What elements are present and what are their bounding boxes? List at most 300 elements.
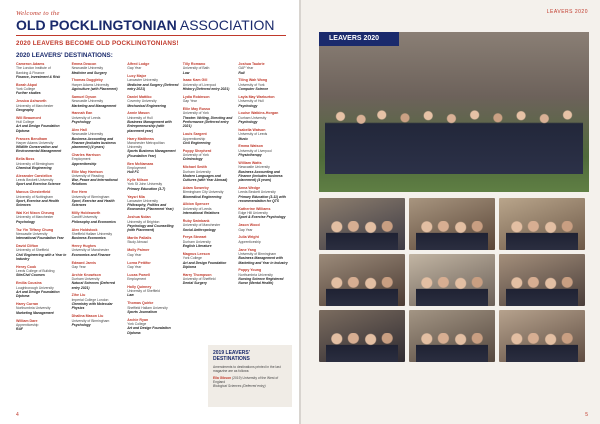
destination-entry bbox=[16, 319, 68, 332]
destination-institution: Leeds Beckett University bbox=[16, 178, 54, 183]
student-name: Jane Yang bbox=[238, 247, 257, 252]
destination-entry bbox=[183, 219, 235, 232]
destination-course: RAF bbox=[16, 327, 23, 332]
destination-course: Civil Engineering bbox=[182, 140, 211, 145]
destination-entry bbox=[238, 111, 290, 124]
destination-institution: Durham University bbox=[182, 239, 211, 244]
destination-institution: Gap Year bbox=[127, 252, 142, 257]
destination-entry bbox=[183, 235, 235, 248]
destination-entry bbox=[127, 285, 179, 298]
destination-institution: University of Birmingham bbox=[71, 318, 110, 323]
destination-entry bbox=[72, 261, 124, 270]
destination-institution: Apprenticeship bbox=[16, 322, 39, 327]
destination-institution: University of Hull bbox=[238, 99, 264, 104]
destination-entry bbox=[127, 74, 179, 91]
destination-institution: University of Sheffield bbox=[182, 277, 216, 281]
box-item-name: Ella Gibson bbox=[213, 376, 232, 381]
student-name: Michael Smith bbox=[182, 165, 207, 170]
destination-course: International Relations bbox=[182, 211, 220, 216]
destination-entry bbox=[183, 107, 235, 128]
destination-institution: University of Manchester bbox=[71, 248, 109, 253]
destination-institution: Leeds Beckett University bbox=[238, 190, 276, 195]
destination-institution: Study Abroad bbox=[127, 240, 148, 245]
grid-photo bbox=[409, 310, 495, 362]
student-name: Alex Holdstock bbox=[71, 227, 98, 232]
student-name: Archie Knowlson bbox=[71, 272, 101, 277]
destination-entry bbox=[72, 95, 124, 108]
destination-course: Business Economics bbox=[71, 236, 106, 241]
destination-course: Philosophy and Economics bbox=[71, 219, 116, 224]
destination-entry bbox=[127, 248, 179, 257]
destination-entry bbox=[127, 318, 179, 335]
grid-photo bbox=[319, 254, 405, 306]
destination-entry bbox=[238, 144, 290, 157]
destination-course: Law bbox=[127, 293, 134, 298]
student-name: Henry Cook bbox=[16, 264, 37, 269]
destination-entry bbox=[72, 314, 124, 327]
student-name: Holly Quinney bbox=[127, 284, 152, 289]
right-page bbox=[301, 0, 600, 424]
student-name: William Watts bbox=[238, 160, 262, 165]
previous-leavers-box bbox=[208, 345, 292, 407]
student-name: Daniel Mattiko bbox=[127, 94, 152, 99]
destination-institution: Newcastle University bbox=[71, 132, 104, 137]
destination-institution: The London Institute of bbox=[16, 66, 51, 71]
destination-institution: Durham University bbox=[182, 169, 211, 174]
destination-institution: Sheffield Hallam University bbox=[71, 231, 113, 236]
student-name: Milly Holdsworth bbox=[71, 211, 101, 216]
destinations-column bbox=[72, 62, 124, 339]
box-item-degree: Biological Sciences (Deferred entry) bbox=[213, 384, 266, 389]
destination-course: Site/Civil Courses bbox=[16, 273, 45, 278]
destination-entry bbox=[238, 95, 290, 108]
destination-entry bbox=[183, 62, 235, 75]
student-name: Martin Pallalis bbox=[127, 236, 152, 241]
destination-institution: Gap Year bbox=[238, 227, 253, 232]
grid-photo bbox=[319, 198, 405, 250]
destination-institution: University of Brighton bbox=[127, 219, 160, 224]
student-name: Harry Matthews bbox=[127, 136, 154, 141]
student-name: Lucas Powell bbox=[127, 272, 150, 277]
destination-institution: University of Manchester bbox=[16, 103, 54, 108]
student-name: Joshua Nolan bbox=[127, 215, 151, 220]
welcome-text: Welcome to the bbox=[16, 10, 60, 17]
destination-entry bbox=[127, 261, 179, 270]
running-head: LEAVERS 2020 bbox=[546, 9, 588, 15]
student-name: Frances Bendham bbox=[16, 136, 48, 141]
student-name: Freya Stewart bbox=[182, 235, 207, 240]
destination-entry bbox=[183, 78, 235, 91]
destination-course: Marketing Management bbox=[16, 310, 54, 315]
destination-entry bbox=[127, 215, 179, 232]
destination-entry bbox=[16, 157, 68, 170]
destination-institution: Cardiff University bbox=[71, 215, 98, 220]
destination-course: Finance, Investment & Risk bbox=[16, 74, 61, 79]
destination-course: Psychology bbox=[238, 120, 258, 125]
destinations-columns bbox=[16, 62, 290, 339]
destination-course: Art and Design Foundation Diploma bbox=[16, 124, 60, 133]
student-name: Joshua Taubrie bbox=[238, 62, 265, 66]
student-name: Emilia Cousins bbox=[16, 281, 42, 286]
grid-photo bbox=[499, 198, 585, 250]
destinations-column bbox=[183, 62, 235, 339]
destination-institution: Lancaster University bbox=[127, 78, 158, 83]
student-name: Will Beaumont bbox=[16, 115, 41, 120]
destination-institution: University of Leeds bbox=[238, 132, 268, 137]
student-name: Albion Spencer bbox=[182, 202, 210, 207]
student-name: Cameron Adams bbox=[16, 62, 45, 66]
destination-institution: York College bbox=[127, 322, 147, 327]
destination-course: Art and Design Foundation Diploma bbox=[16, 289, 60, 299]
destination-institution: Apprenticeship bbox=[238, 239, 261, 244]
destination-institution: Leeds College of Building bbox=[16, 269, 55, 274]
destination-entry bbox=[16, 190, 68, 207]
destination-institution: University of Sheffield bbox=[127, 289, 160, 294]
destination-entry bbox=[72, 62, 124, 75]
destination-entry bbox=[238, 128, 290, 141]
destination-entry bbox=[183, 132, 235, 145]
destination-institution: Manchester Metropolitan University bbox=[127, 140, 165, 150]
destination-course: Civil Engineering with a Year in Industry bbox=[16, 252, 67, 261]
destination-course: History (Deferred entry 2021) bbox=[182, 87, 230, 92]
destination-entry bbox=[238, 78, 290, 91]
destination-entry bbox=[127, 162, 179, 175]
destination-institution: York College bbox=[16, 87, 36, 92]
destination-institution: Newcastle University bbox=[71, 66, 104, 71]
page-number-left: 4 bbox=[16, 412, 19, 418]
destination-course: Medicine and Surgery (Deferred entry 2021) bbox=[127, 82, 179, 92]
student-name: Alexander Carstellon bbox=[16, 173, 52, 178]
destination-course: Sport and Exercise Science bbox=[16, 182, 61, 187]
destination-course: Art and Design Foundation Diploma bbox=[127, 326, 171, 335]
destination-course: Economics and Finance bbox=[71, 252, 111, 257]
destination-entry bbox=[127, 273, 179, 282]
destination-institution: University of York bbox=[238, 82, 265, 87]
student-name: Thomas Quirke bbox=[127, 301, 154, 306]
destination-course: Apprenticeship bbox=[71, 161, 97, 166]
grid-photo bbox=[499, 254, 585, 306]
destination-entry bbox=[72, 273, 124, 290]
destination-course: Primary Education (3-7) bbox=[127, 186, 166, 191]
grid-photo bbox=[409, 198, 495, 250]
destination-course: Chemical Engineering bbox=[16, 165, 52, 170]
student-name: Thomas Duggleby bbox=[71, 78, 103, 83]
destination-institution: University of Hull bbox=[127, 115, 153, 120]
destination-course: Sport & Exercise Psychology bbox=[238, 215, 286, 220]
group-photo bbox=[319, 32, 589, 192]
destination-entry bbox=[238, 62, 290, 75]
student-name: Ellie May Harrison bbox=[71, 169, 103, 174]
destination-entry bbox=[16, 211, 68, 224]
destination-entry bbox=[72, 78, 124, 91]
destination-entry bbox=[238, 161, 290, 182]
destination-course: Philosophy, Politics and Economics (Placement Year) bbox=[127, 203, 174, 212]
destination-institution: Gap Year bbox=[182, 99, 197, 104]
student-name: Marcus Chesterfield bbox=[16, 190, 51, 195]
destination-institution: Employment bbox=[127, 165, 147, 170]
student-name: Alex Hall bbox=[71, 127, 87, 132]
destination-institution: Sheffield Hallam University bbox=[127, 305, 168, 310]
destinations-column bbox=[16, 62, 68, 339]
destination-course: Geography bbox=[16, 107, 34, 112]
destination-institution: Newcastle University bbox=[71, 99, 104, 104]
destination-entry bbox=[127, 195, 179, 212]
destination-entry bbox=[16, 83, 68, 96]
student-name: Molly Palmer bbox=[127, 248, 150, 253]
destination-course: Social Anthropology bbox=[182, 227, 216, 232]
destination-entry bbox=[183, 273, 235, 286]
student-name: Adam Sowerby bbox=[182, 185, 209, 190]
destination-institution: Birmingham City University bbox=[182, 190, 224, 195]
destination-course: War, Peace and International Relations bbox=[71, 178, 118, 187]
destination-institution: Northumbria University bbox=[238, 272, 273, 277]
destination-course: Agriculture (with Placement) bbox=[71, 87, 118, 92]
destination-course: Hull FC bbox=[127, 170, 140, 175]
destination-course: Business Accounting and Finance (includes business placement) (4 years) bbox=[238, 169, 283, 183]
box-title: 2019 LEAVERS' DESTINATIONS bbox=[213, 350, 250, 362]
destination-course: Criminology bbox=[182, 157, 203, 162]
destination-entry bbox=[72, 153, 124, 166]
grid-photo bbox=[409, 254, 495, 306]
student-name: Jason Wood bbox=[238, 223, 260, 228]
student-name: Ellie May Russo bbox=[182, 107, 211, 112]
destination-entry bbox=[16, 62, 68, 79]
destination-course: Theatre: Writing, Directing and Performance (Deferred entry 2021) bbox=[182, 115, 233, 129]
subtitle: 2020 LEAVERS BECOME OLD POCKLINGTONIANS! bbox=[16, 40, 179, 47]
student-name: Yaysri Mia bbox=[127, 194, 145, 199]
destinations-column bbox=[127, 62, 179, 339]
destination-institution: University of York bbox=[182, 111, 209, 116]
destination-institution: University of Birmingham bbox=[16, 161, 54, 166]
destination-detail: Banking & Finance bbox=[16, 70, 45, 75]
destination-entry bbox=[238, 207, 290, 220]
destination-institution: Hull College bbox=[16, 120, 35, 125]
destination-course: Chemistry with Molecular Physics bbox=[71, 302, 113, 311]
destination-course: Dental Surgery bbox=[182, 281, 207, 286]
destinations-column bbox=[238, 62, 290, 339]
destination-entry bbox=[238, 235, 290, 244]
destination-institution: University of Liverpool bbox=[238, 148, 272, 153]
student-name: Isaac Kam Gill bbox=[182, 78, 208, 83]
student-name: Poppy Shepherd bbox=[182, 148, 212, 153]
destination-institution: University of York bbox=[182, 153, 209, 158]
student-name: Eve Hern bbox=[71, 190, 88, 195]
title-bold: OLD POCKLINGTONIAN bbox=[16, 17, 177, 33]
student-name: Emma Watson bbox=[238, 144, 264, 149]
destination-entry bbox=[72, 128, 124, 149]
student-name: Kylie Milson bbox=[127, 178, 149, 183]
destination-entry bbox=[127, 178, 179, 191]
destination-entry bbox=[127, 236, 179, 245]
title-rule bbox=[16, 35, 286, 36]
photo-grid bbox=[319, 198, 589, 362]
student-name: Magnus Leeson bbox=[182, 251, 210, 256]
destination-institution: Edge Hill University bbox=[238, 211, 268, 216]
destination-course: Sport, Exercise and Health Sciences bbox=[16, 198, 59, 208]
destination-entry bbox=[16, 265, 68, 278]
destination-entry bbox=[16, 99, 68, 112]
destination-entry bbox=[183, 202, 235, 215]
destination-institution: University of Sheffield bbox=[16, 248, 49, 253]
destination-institution: University of Leeds bbox=[71, 115, 101, 120]
destination-entry bbox=[16, 137, 68, 154]
destination-course: Modern Languages and Cultures (with Year Abroad) bbox=[182, 173, 228, 183]
destination-entry bbox=[238, 268, 290, 285]
destination-institution: Harper Adams University bbox=[71, 82, 110, 87]
box-intro: Amendments to destinations printed in the last magazine are as follows: bbox=[213, 365, 281, 374]
student-name: Louis Sargent bbox=[182, 132, 207, 137]
student-name: Zihe Liu bbox=[71, 293, 86, 298]
destination-institution: Coventry University bbox=[127, 99, 157, 104]
destination-course: Business Accounting and Finance (includes business placement) (4 years) bbox=[71, 136, 116, 150]
destination-institution: Employment bbox=[71, 157, 91, 162]
destination-entry bbox=[238, 248, 290, 265]
destinations-heading: 2020 LEAVERS' DESTINATIONS: bbox=[16, 52, 113, 59]
destination-course: Further studies bbox=[16, 91, 41, 96]
destination-course: Mechanical Engineering bbox=[127, 103, 167, 108]
destination-institution: Newcastle University bbox=[16, 231, 48, 236]
destination-course: Nursing Science Registered Nurse (Mental Health) bbox=[238, 277, 284, 286]
grid-photo bbox=[319, 310, 405, 362]
destination-course: Computer Science bbox=[238, 87, 269, 92]
student-name: Tilly Romano bbox=[182, 62, 206, 66]
destination-course: Medicine and Surgery bbox=[71, 70, 107, 75]
destination-institution: Gap Year bbox=[71, 264, 86, 269]
student-name: David Clifton bbox=[16, 244, 39, 249]
student-name: Julia Wright bbox=[238, 235, 259, 240]
photo-label: LEAVERS 2020 bbox=[319, 32, 399, 46]
destination-institution: Northumbria University bbox=[16, 306, 51, 311]
destination-entry bbox=[183, 252, 235, 269]
destination-institution: Apprenticeship bbox=[182, 136, 206, 141]
association-title bbox=[16, 18, 290, 32]
destination-entry bbox=[16, 244, 68, 261]
destination-institution: Lancaster University bbox=[127, 198, 158, 203]
destination-entry bbox=[72, 190, 124, 207]
student-name: Alfred Lodge bbox=[127, 62, 150, 66]
destination-course: Primary Education (3-11) with recommendation for QTS bbox=[238, 194, 286, 203]
student-name: Tsz Yin Tiffany Chung bbox=[16, 227, 54, 232]
destination-entry bbox=[127, 301, 179, 314]
student-name: Jessica Ashworth bbox=[16, 99, 47, 104]
destination-institution: GAP Year bbox=[238, 66, 254, 71]
destination-course: Physiotherapy bbox=[238, 153, 262, 158]
destination-institution: University of Reading bbox=[71, 173, 104, 178]
student-name: Lydia Robinson bbox=[182, 94, 210, 99]
destination-entry bbox=[127, 95, 179, 108]
destination-institution: University of Leeds bbox=[182, 206, 212, 211]
destination-course: Business Management with Marketing and Year in Industry bbox=[238, 256, 288, 265]
destination-institution: Harper Adams University bbox=[16, 140, 54, 145]
student-name: Samuel Dyson bbox=[71, 94, 97, 99]
student-name: Harry Thompson bbox=[182, 272, 212, 277]
destination-institution: York College bbox=[182, 256, 202, 261]
destination-entry bbox=[72, 228, 124, 241]
destination-entry bbox=[72, 211, 124, 224]
destination-course: Psychology bbox=[71, 322, 91, 327]
destination-entry bbox=[127, 62, 179, 71]
student-name: Tiling Wah Wong bbox=[238, 78, 268, 83]
destination-course: Art and Design Foundation Diploma bbox=[182, 260, 227, 269]
title-light: ASSOCIATION bbox=[176, 17, 275, 33]
student-name: Layla May Warburton bbox=[238, 94, 275, 99]
destination-entry bbox=[16, 302, 68, 315]
destination-entry bbox=[127, 111, 179, 132]
destination-entry bbox=[72, 293, 124, 310]
student-name: Ben McNamara bbox=[127, 161, 154, 166]
destination-entry bbox=[127, 137, 179, 158]
student-name: William Dare bbox=[16, 318, 38, 323]
destination-entry bbox=[16, 228, 68, 241]
student-name: Hannah Ean bbox=[71, 111, 93, 116]
student-name: Harry Curran bbox=[16, 302, 39, 307]
destination-course: Marketing and Management bbox=[71, 103, 117, 108]
destination-entry bbox=[183, 95, 235, 104]
destination-institution: Newcastle University bbox=[238, 165, 270, 170]
destination-entry bbox=[72, 170, 124, 187]
destination-entry bbox=[16, 281, 68, 298]
destination-course: Natural Sciences (Deferred entry 2021) bbox=[71, 281, 115, 290]
student-name: Wai Kei Nixon Cheung bbox=[16, 211, 55, 216]
destination-course: Business Management with Entrepreneurship (with placement year) bbox=[127, 120, 172, 133]
box-item bbox=[213, 376, 287, 388]
destination-institution: University of Birmingham bbox=[238, 251, 277, 256]
destination-entry bbox=[16, 174, 68, 187]
student-name: Anna Wedge bbox=[238, 185, 261, 190]
student-name: Borah Akpol bbox=[16, 82, 38, 87]
destination-institution: University of Liverpool bbox=[182, 82, 217, 87]
student-name: Katherine Williams bbox=[238, 206, 271, 211]
destination-institution: University of Nottingham bbox=[16, 194, 53, 199]
grid-photo bbox=[499, 310, 585, 362]
destination-institution: Loughborough University bbox=[16, 285, 54, 290]
student-name: Bella Boss bbox=[16, 157, 35, 162]
crowd-figures bbox=[325, 102, 583, 174]
destination-institution: Imperial College London bbox=[71, 297, 109, 302]
destination-course: Law bbox=[182, 70, 190, 75]
destination-institution: Gap Year bbox=[127, 264, 142, 269]
page-number-right: 5 bbox=[585, 412, 588, 418]
box-item-text: (2019) University of the West of England bbox=[213, 376, 279, 385]
destination-entry bbox=[183, 165, 235, 182]
student-name: Ruby Swinbank bbox=[182, 218, 210, 223]
destination-institution: University of Bath bbox=[182, 66, 210, 71]
destination-institution: York St John University bbox=[127, 182, 163, 187]
student-name: Dhalina Mason Liu bbox=[71, 314, 104, 319]
destination-entry bbox=[183, 186, 235, 199]
destination-institution: Durham University bbox=[71, 277, 100, 281]
destination-institution: University of Birmingham bbox=[71, 194, 110, 199]
destination-entry bbox=[183, 149, 235, 162]
student-name: Edward Jarvis bbox=[71, 260, 96, 265]
student-name: Louise Watkins-Horgan bbox=[238, 111, 279, 116]
destination-course: Psychology and Counselling (with Placement) bbox=[127, 223, 174, 233]
destination-course: Sports Business Management (Foundation Year) bbox=[127, 149, 176, 158]
student-name: Annie Mason bbox=[127, 111, 150, 116]
destination-course: Rail bbox=[238, 70, 245, 75]
student-name: Isabella Watson bbox=[238, 127, 266, 132]
destination-institution: University of Manchester bbox=[182, 223, 221, 228]
destination-course: Psychology bbox=[16, 219, 36, 224]
student-name: Lucy Major bbox=[127, 74, 147, 79]
destination-institution: University of Manchester bbox=[16, 215, 54, 220]
destination-entry bbox=[72, 111, 124, 124]
destination-course: English Literature bbox=[182, 244, 212, 249]
student-name: Emma Deacon bbox=[71, 62, 97, 66]
destination-course: Wildlife Conservation and Environmental Management bbox=[16, 145, 62, 154]
student-name: Lorna Pettifor bbox=[127, 260, 151, 265]
destination-course: Biomedical Engineering bbox=[182, 194, 222, 199]
